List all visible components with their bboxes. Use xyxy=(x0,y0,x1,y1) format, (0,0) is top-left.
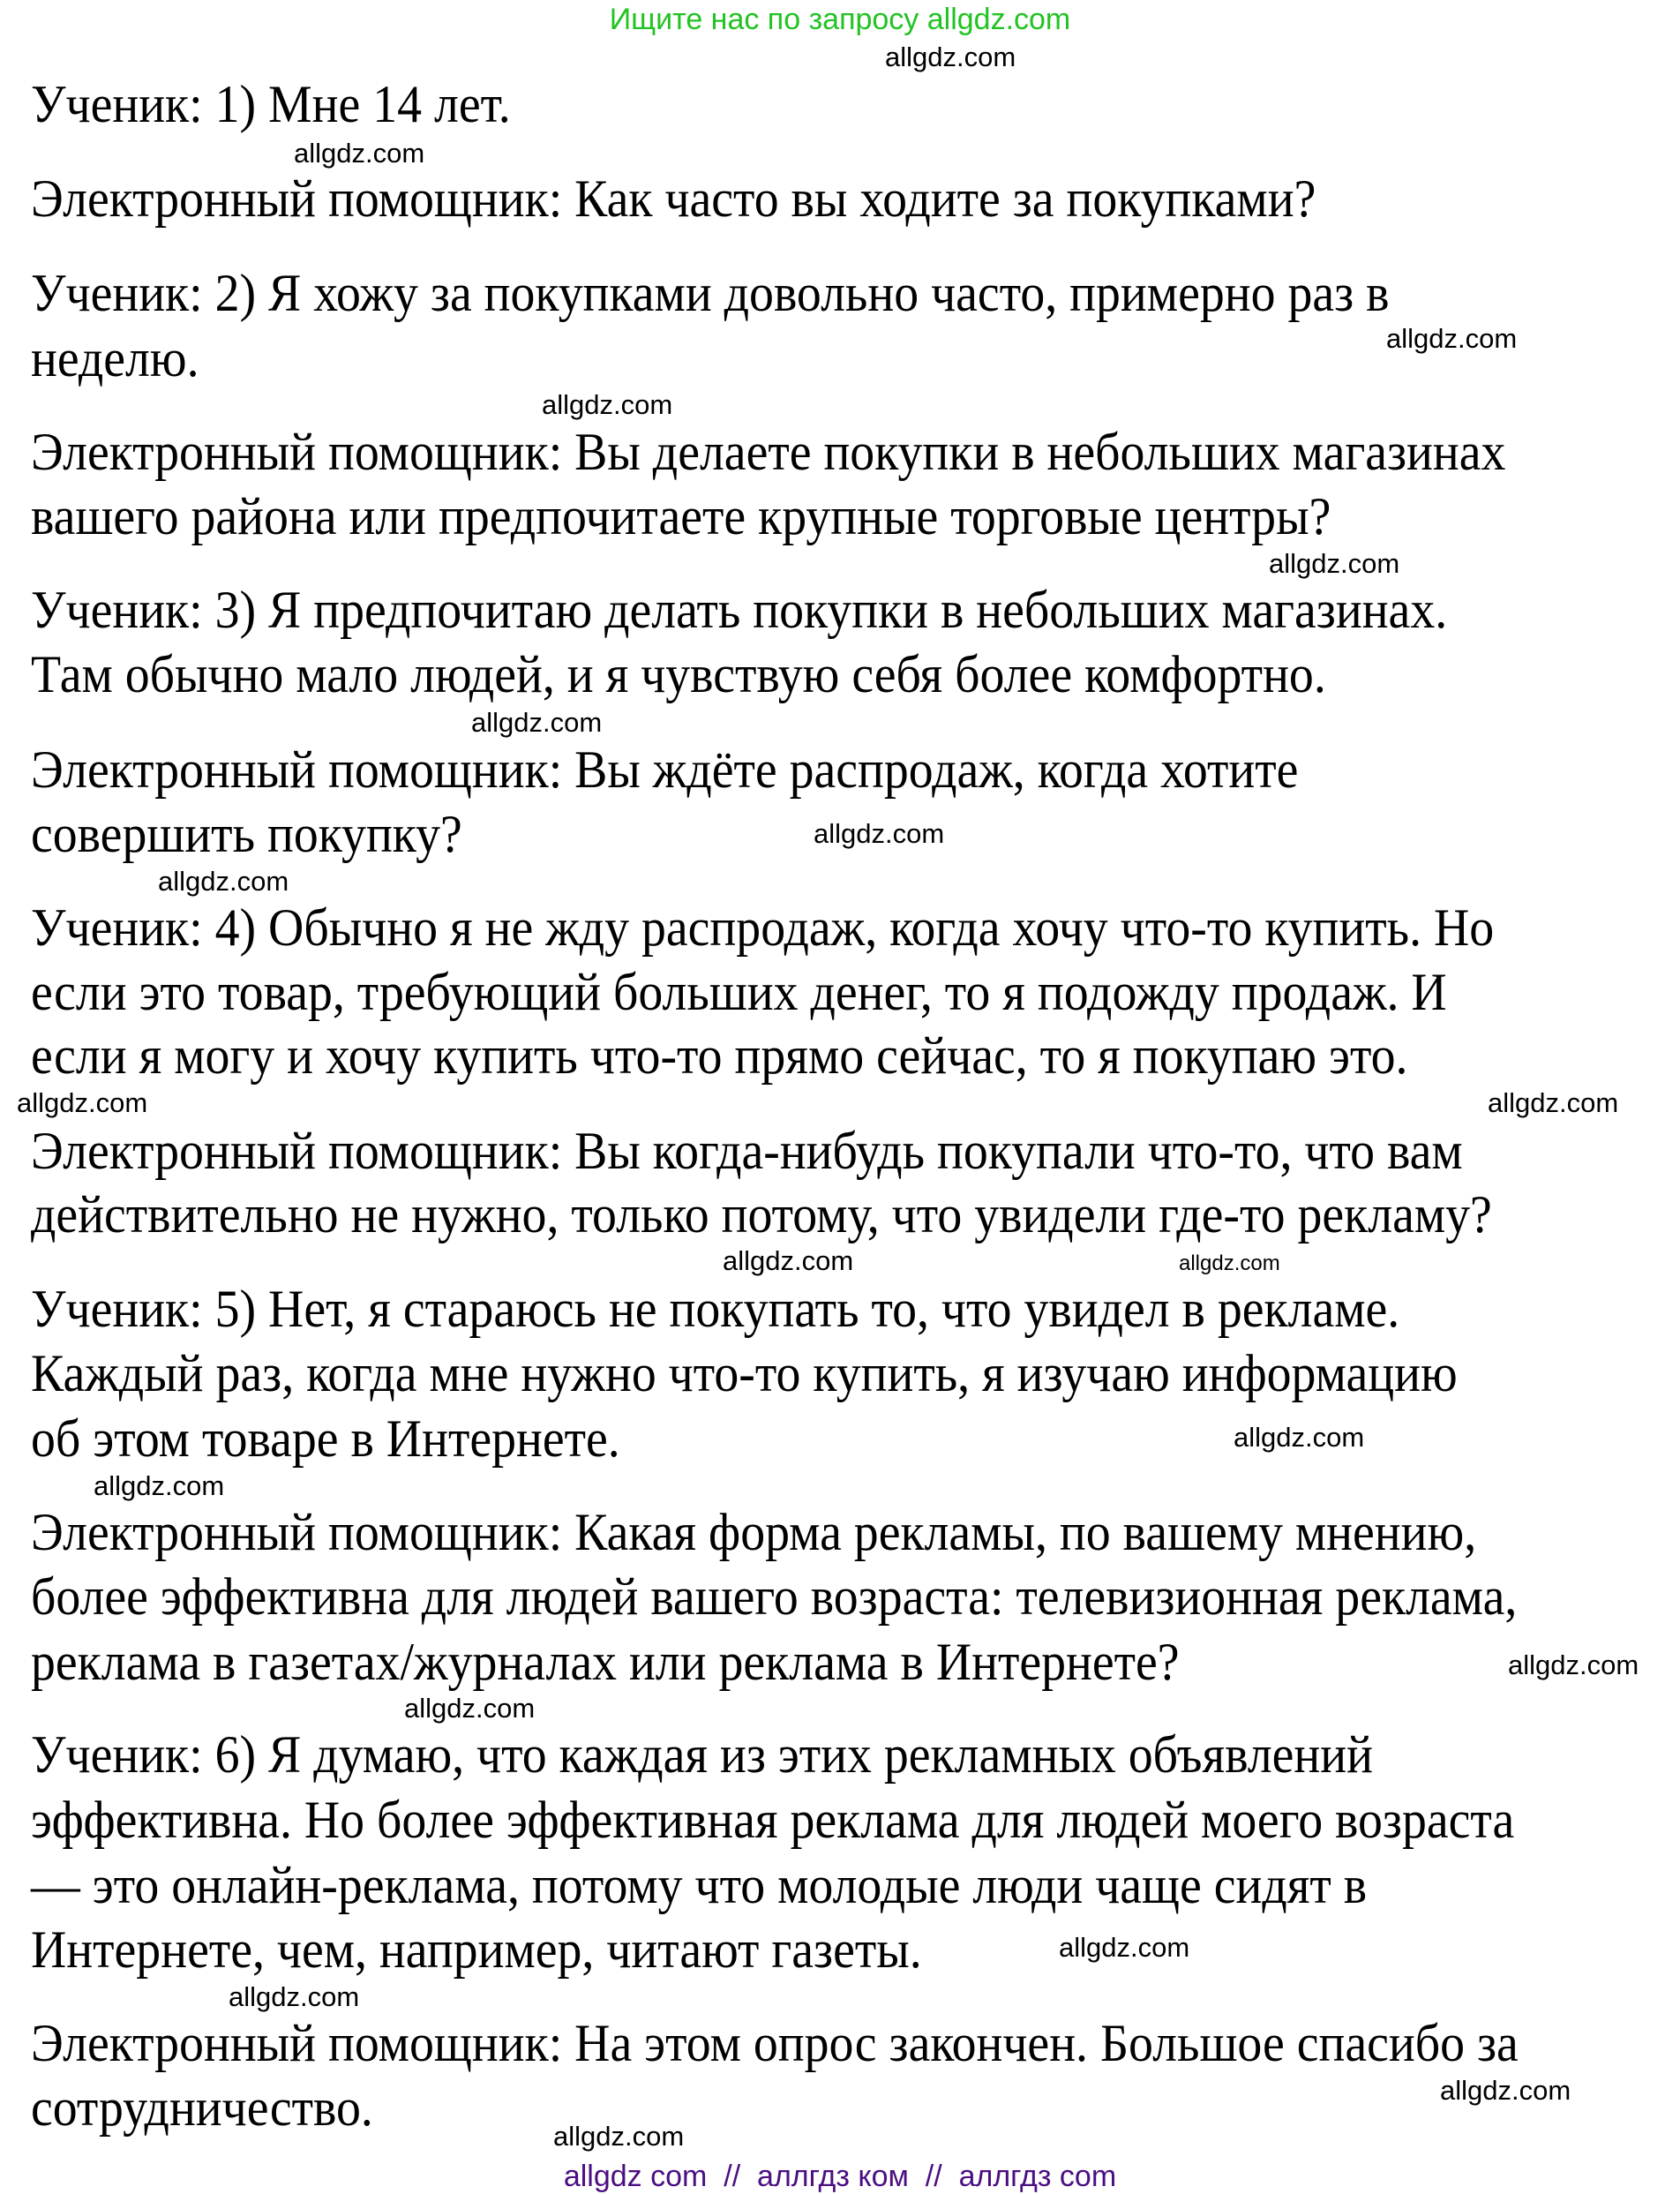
dialogue-line: Ученик: 1) Мне 14 лет. xyxy=(31,75,511,133)
dialogue-line: Электронный помощник: Как часто вы ходите за покупками? xyxy=(31,169,1316,228)
search-hint-banner: Ищите нас по запросу allgdz.com xyxy=(609,3,1071,36)
watermark: allgdz.com xyxy=(1440,2075,1571,2106)
dialogue-line: — это онлайн-реклама, потому что молодые люди чаще сидят в xyxy=(31,1856,1368,1914)
dialogue-line: Электронный помощник: Какая форма рекламы, по вашему мнению, xyxy=(31,1503,1477,1561)
dialogue-line: Ученик: 6) Я думаю, что каждая из этих рекламных объявлений xyxy=(31,1725,1374,1784)
dialogue-line: если я могу и хочу купить что-то прямо сейчас, то я покупаю это. xyxy=(31,1026,1408,1085)
watermark: allgdz.com xyxy=(404,1693,536,1724)
dialogue-line: сотрудничество. xyxy=(31,2078,373,2137)
dialogue-line: если это товар, требующий больших денег, то я подожду продаж. И xyxy=(31,963,1447,1021)
watermark: allgdz.com xyxy=(17,1087,148,1118)
watermark: allgdz.com xyxy=(814,818,945,849)
dialogue-line: реклама в газетах/журналах или реклама в Интернете? xyxy=(31,1633,1180,1691)
dialogue-line: Электронный помощник: Вы делаете покупки в небольших магазинах xyxy=(31,423,1506,481)
watermark: allgdz.com xyxy=(723,1245,854,1276)
dialogue-line: Там обычно мало людей, и я чувствую себя более комфортно. xyxy=(31,645,1326,703)
watermark: allgdz.com xyxy=(229,1981,360,2012)
watermark: allgdz.com xyxy=(1508,1649,1639,1680)
dialogue-line: Ученик: 5) Нет, я стараюсь не покупать то, что увидел в рекламе. xyxy=(31,1280,1400,1338)
dialogue-line: совершить покупку? xyxy=(31,805,462,863)
watermark: allgdz.com xyxy=(553,2121,685,2152)
watermark: allgdz.com xyxy=(542,389,673,420)
watermark: allgdz.com xyxy=(885,41,1016,72)
dialogue-line: Электронный помощник: Вы когда-нибудь покупали что-то, что вам xyxy=(31,1122,1463,1180)
watermark: allgdz.com xyxy=(1059,1932,1190,1963)
dialogue-line: Ученик: 3) Я предпочитаю делать покупки в небольших магазинах. xyxy=(31,581,1448,639)
watermark: allgdz.com xyxy=(471,707,603,738)
footer-links: allgdz com // аллгдз ком // аллгдз com xyxy=(563,2160,1117,2193)
watermark: allgdz.com xyxy=(1386,323,1518,354)
watermark: allgdz.com xyxy=(294,138,425,169)
watermark: allgdz.com xyxy=(1269,548,1400,579)
dialogue-line: эффективна. Но более эффективная реклама для людей моего возраста xyxy=(31,1791,1515,1849)
watermark: allgdz.com xyxy=(1488,1087,1619,1118)
dialogue-line: Интернете, чем, например, читают газеты. xyxy=(31,1920,922,1979)
watermark: allgdz.com xyxy=(94,1470,225,1501)
dialogue-line: Ученик: 2) Я хожу за покупками довольно часто, примерно раз в xyxy=(31,264,1390,322)
dialogue-line: Ученик: 4) Обычно я не жду распродаж, когда хочу что-то купить. Но xyxy=(31,898,1495,957)
dialogue-line: вашего района или предпочитаете крупные торговые центры? xyxy=(31,487,1331,545)
dialogue-line: Электронный помощник: Вы ждёте распродаж, когда хотите xyxy=(31,740,1299,799)
watermark: allgdz.com xyxy=(1234,1422,1365,1453)
dialogue-line: более эффективна для людей вашего возраста: телевизионная реклама, xyxy=(31,1567,1518,1626)
dialogue-line: Каждый раз, когда мне нужно что-то купить, я изучаю информацию xyxy=(31,1344,1458,1402)
dialogue-line: об этом товаре в Интернете. xyxy=(31,1409,620,1468)
dialogue-line: Электронный помощник: На этом опрос закончен. Большое спасибо за xyxy=(31,2014,1519,2072)
watermark: allgdz.com xyxy=(158,866,289,897)
dialogue-line: неделю. xyxy=(31,329,199,387)
dialogue-line: действительно не нужно, только потому, что увидели где-то рекламу? xyxy=(31,1185,1492,1244)
watermark: allgdz.com xyxy=(1179,1251,1280,1275)
